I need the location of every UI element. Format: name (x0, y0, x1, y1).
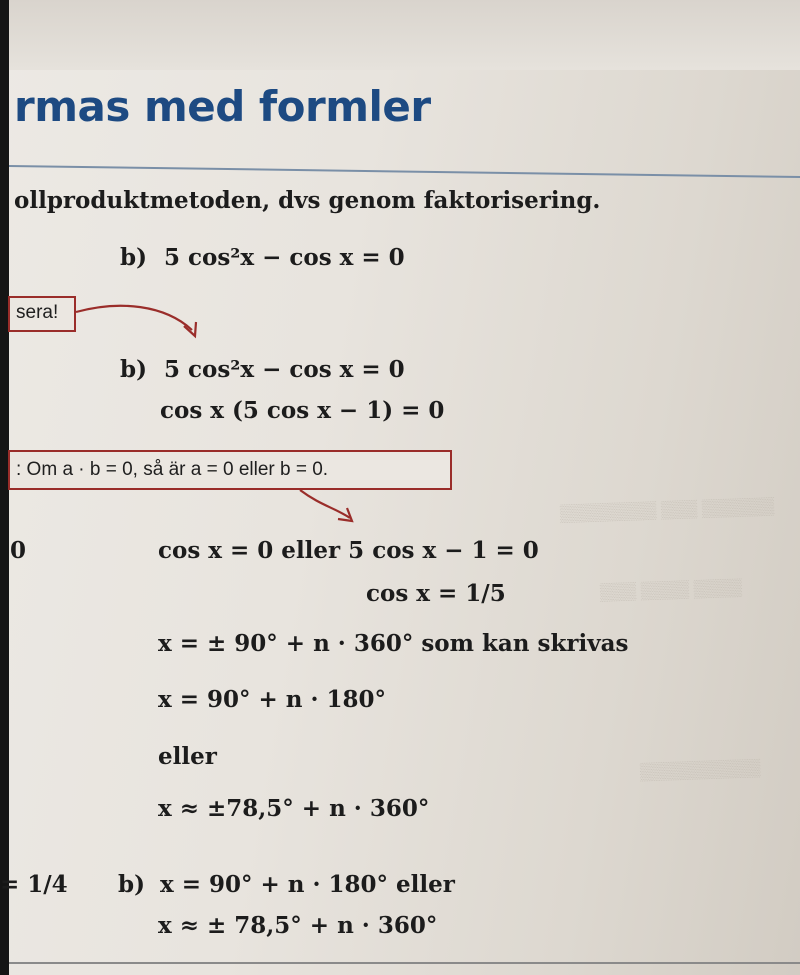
solution-line-2: cos x (5 cos x − 1) = 0 (160, 397, 445, 424)
hint-text: sera! (16, 302, 59, 323)
bleed-through-text: ▒▒▒▒▒▒▒▒▒▒ (639, 757, 761, 782)
problem-label: b) (120, 244, 147, 271)
approx-solution: x ≈ ±78,5° + n · 360° (158, 795, 430, 822)
simplified-solution: x = 90° + n · 180° (158, 686, 387, 713)
margin-fraction: = 1/4 (0, 871, 68, 898)
split-equations: cos x = 0 eller 5 cos x − 1 = 0 (158, 537, 539, 564)
section-title: rmas med formler (14, 82, 431, 131)
arrow-curve-1 (76, 306, 192, 330)
answer-line-2: x ≈ ± 78,5° + n · 360° (158, 912, 438, 939)
bleed-through-text: ▒▒▒▒▒▒▒▒ ▒▒▒ ▒▒▒▒▒▒ (559, 496, 775, 523)
rule-text: : Om a · b = 0, så är a = 0 eller b = 0. (16, 459, 329, 480)
answer-label: b) (118, 871, 145, 898)
arrow-curve-2 (300, 490, 350, 518)
solution-label: b) (120, 356, 147, 383)
intro-text: ollproduktmetoden, dvs genom faktorisering. (14, 187, 601, 214)
cos-value: cos x = 1/5 (366, 580, 506, 607)
general-solution: x = ± 90° + n · 360° som kan skrivas (158, 630, 629, 657)
margin-digit: 0 (10, 537, 27, 564)
bleed-through-text: ▒▒▒ ▒▒▒▒ ▒▒▒▒ (599, 577, 743, 602)
solution-line-1: 5 cos²x − cos x = 0 (164, 356, 405, 383)
answer-line-1: x = 90° + n · 180° eller (160, 871, 455, 898)
or-word: eller (158, 743, 217, 770)
problem-equation: 5 cos²x − cos x = 0 (164, 244, 405, 271)
bottom-divider (9, 962, 800, 964)
